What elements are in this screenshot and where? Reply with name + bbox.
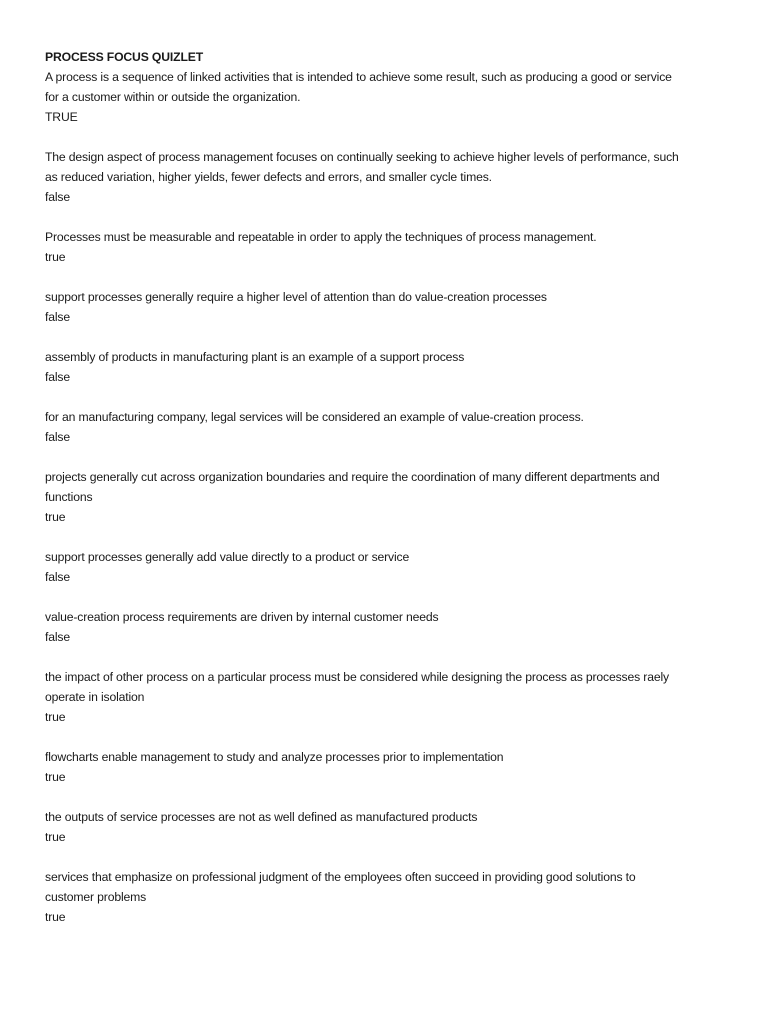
question-item bbox=[45, 807, 735, 847]
blank-line bbox=[45, 267, 735, 287]
blank-line bbox=[45, 647, 735, 667]
answer-text: true bbox=[45, 830, 66, 844]
blank-line bbox=[45, 847, 735, 867]
answer-text: false bbox=[45, 430, 70, 444]
answer-text: false bbox=[45, 630, 70, 644]
blank-line bbox=[45, 127, 735, 147]
question-item bbox=[45, 67, 735, 127]
question-item bbox=[45, 227, 735, 267]
question-text-line: A process is a sequence of linked activities that is intended to achieve some result, such as producing a good or service bbox=[45, 70, 672, 84]
question-item bbox=[45, 467, 735, 527]
question-text-line: customer problems bbox=[45, 890, 147, 904]
question-text-line: support processes generally require a higher level of attention than do value-creation processes bbox=[45, 290, 547, 304]
answer-text: TRUE bbox=[45, 110, 78, 124]
question-list bbox=[45, 67, 735, 927]
question-item bbox=[45, 407, 735, 447]
blank-line bbox=[45, 727, 735, 747]
question-text-line: for an manufacturing company, legal services will be considered an example of value-creation process. bbox=[45, 410, 584, 424]
blank-line bbox=[45, 787, 735, 807]
question-text-line: flowcharts enable management to study and analyze processes prior to implementation bbox=[45, 750, 504, 764]
document-page bbox=[45, 47, 735, 927]
question-item bbox=[45, 607, 735, 647]
question-item bbox=[45, 347, 735, 387]
question-item bbox=[45, 747, 735, 787]
question-item bbox=[45, 867, 735, 927]
answer-text: false bbox=[45, 190, 70, 204]
question-item bbox=[45, 287, 735, 327]
answer-text: true bbox=[45, 710, 66, 724]
blank-line bbox=[45, 527, 735, 547]
answer-text: false bbox=[45, 310, 70, 324]
blank-line bbox=[45, 587, 735, 607]
question-text-line: functions bbox=[45, 490, 93, 504]
question-text-line: for a customer within or outside the organization. bbox=[45, 90, 301, 104]
question-text-line: operate in isolation bbox=[45, 690, 145, 704]
question-item bbox=[45, 667, 735, 727]
answer-text: false bbox=[45, 370, 70, 384]
blank-line bbox=[45, 387, 735, 407]
question-text-line: the impact of other process on a particular process must be considered while designing the process as processes raely bbox=[45, 670, 669, 684]
question-text-line: the outputs of service processes are not as well defined as manufactured products bbox=[45, 810, 478, 824]
blank-line bbox=[45, 327, 735, 347]
question-text-line: projects generally cut across organization boundaries and require the coordination of many different departments and bbox=[45, 470, 660, 484]
answer-text: true bbox=[45, 770, 66, 784]
question-text-line: The design aspect of process management focuses on continually seeking to achieve higher levels of performance, such bbox=[45, 150, 679, 164]
document-title: PROCESS FOCUS QUIZLET bbox=[45, 50, 204, 64]
question-item bbox=[45, 547, 735, 587]
answer-text: true bbox=[45, 510, 66, 524]
question-text-line: assembly of products in manufacturing plant is an example of a support process bbox=[45, 350, 465, 364]
answer-text: false bbox=[45, 570, 70, 584]
answer-text: true bbox=[45, 250, 66, 264]
blank-line bbox=[45, 207, 735, 227]
question-text-line: services that emphasize on professional judgment of the employees often succeed in providing good solutions to bbox=[45, 870, 636, 884]
question-item bbox=[45, 147, 735, 207]
blank-line bbox=[45, 447, 735, 467]
question-text-line: support processes generally add value directly to a product or service bbox=[45, 550, 410, 564]
question-text-line: as reduced variation, higher yields, fewer defects and errors, and smaller cycle times. bbox=[45, 170, 492, 184]
question-text-line: Processes must be measurable and repeatable in order to apply the techniques of process management. bbox=[45, 230, 597, 244]
answer-text: true bbox=[45, 910, 66, 924]
question-text-line: value-creation process requirements are driven by internal customer needs bbox=[45, 610, 439, 624]
